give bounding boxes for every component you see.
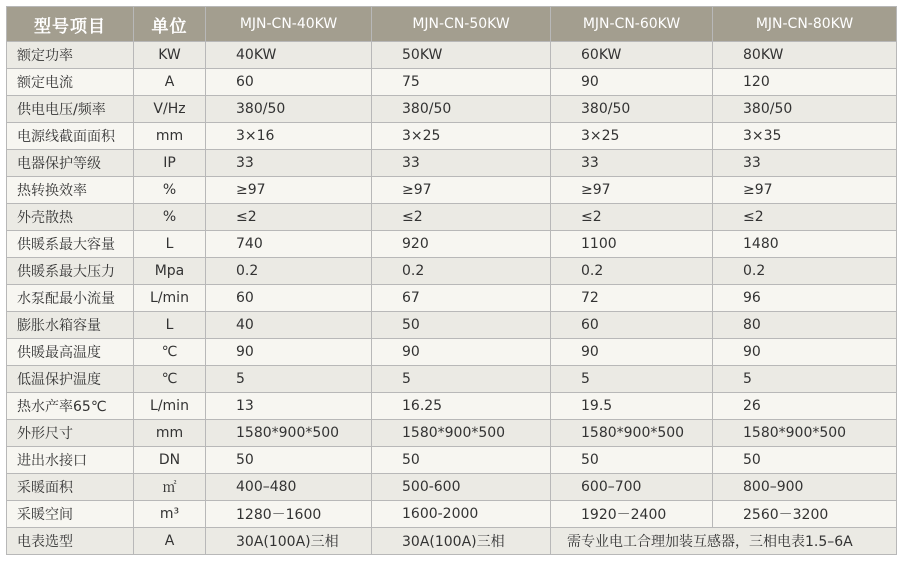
table-row bbox=[7, 420, 897, 447]
row-unit: Mpa bbox=[134, 258, 206, 285]
header-model-40kw: MJN-CN-40KW bbox=[206, 7, 372, 42]
row-value: 380/50 bbox=[206, 96, 372, 123]
row-value: 40 bbox=[206, 312, 372, 339]
header-model-50kw: MJN-CN-50KW bbox=[372, 7, 551, 42]
row-name: 水泵配最小流量 bbox=[7, 285, 134, 312]
row-unit: ㎡ bbox=[134, 474, 206, 501]
row-value: 72 bbox=[551, 285, 713, 312]
row-value: 5 bbox=[551, 366, 713, 393]
row-unit: A bbox=[134, 528, 206, 555]
row-value: 380/50 bbox=[551, 96, 713, 123]
row-name: 电器保护等级 bbox=[7, 150, 134, 177]
row-value: 1580*900*500 bbox=[206, 420, 372, 447]
row-value: 50 bbox=[551, 447, 713, 474]
row-value: 740 bbox=[206, 231, 372, 258]
row-value: 1920－2400 bbox=[551, 501, 713, 528]
row-value: 13 bbox=[206, 393, 372, 420]
header-item: 型号项目 bbox=[7, 7, 134, 42]
row-value: 40KW bbox=[206, 42, 372, 69]
row-value: 1580*900*500 bbox=[372, 420, 551, 447]
table-row bbox=[7, 231, 897, 258]
row-unit: ℃ bbox=[134, 366, 206, 393]
table-row bbox=[7, 528, 897, 555]
row-value: 1580*900*500 bbox=[551, 420, 713, 447]
row-unit: KW bbox=[134, 42, 206, 69]
table-row bbox=[7, 447, 897, 474]
row-value: 0.2 bbox=[713, 258, 897, 285]
row-value: 80KW bbox=[713, 42, 897, 69]
table-row bbox=[7, 42, 897, 69]
row-unit: % bbox=[134, 177, 206, 204]
row-name: 额定电流 bbox=[7, 69, 134, 96]
table-row bbox=[7, 339, 897, 366]
header-unit: 单位 bbox=[134, 7, 206, 42]
table-row bbox=[7, 123, 897, 150]
row-value: 1580*900*500 bbox=[713, 420, 897, 447]
spec-table bbox=[6, 6, 897, 555]
row-value: 60KW bbox=[551, 42, 713, 69]
row-value: 3×16 bbox=[206, 123, 372, 150]
row-value: 50 bbox=[206, 447, 372, 474]
table-row bbox=[7, 258, 897, 285]
header-row bbox=[7, 7, 897, 42]
row-value: ≥97 bbox=[713, 177, 897, 204]
row-value: 60 bbox=[206, 285, 372, 312]
row-unit: mm bbox=[134, 420, 206, 447]
row-value: 19.5 bbox=[551, 393, 713, 420]
row-value: ≤2 bbox=[206, 204, 372, 231]
row-value: 30A(100A)三相 bbox=[372, 528, 551, 555]
row-value: ≥97 bbox=[206, 177, 372, 204]
row-value: 50 bbox=[713, 447, 897, 474]
row-value: 50 bbox=[372, 312, 551, 339]
row-value: 33 bbox=[551, 150, 713, 177]
row-value: 90 bbox=[551, 339, 713, 366]
row-name: 外形尺寸 bbox=[7, 420, 134, 447]
row-value: 80 bbox=[713, 312, 897, 339]
row-unit: mm bbox=[134, 123, 206, 150]
row-value: ≥97 bbox=[372, 177, 551, 204]
row-name: 电源线截面面积 bbox=[7, 123, 134, 150]
row-value: 67 bbox=[372, 285, 551, 312]
table-row bbox=[7, 96, 897, 123]
table-row bbox=[7, 150, 897, 177]
table-row bbox=[7, 474, 897, 501]
row-value: 1100 bbox=[551, 231, 713, 258]
row-unit: L/min bbox=[134, 285, 206, 312]
row-unit: L bbox=[134, 231, 206, 258]
row-name: 进出水接口 bbox=[7, 447, 134, 474]
row-value: 90 bbox=[551, 69, 713, 96]
table-row bbox=[7, 69, 897, 96]
row-name: 供暖系最大压力 bbox=[7, 258, 134, 285]
row-value: 26 bbox=[713, 393, 897, 420]
row-name: 外壳散热 bbox=[7, 204, 134, 231]
row-name: 低温保护温度 bbox=[7, 366, 134, 393]
row-unit: DN bbox=[134, 447, 206, 474]
row-value: 500-600 bbox=[372, 474, 551, 501]
row-value: ≤2 bbox=[551, 204, 713, 231]
row-value: 90 bbox=[206, 339, 372, 366]
row-value: 600–700 bbox=[551, 474, 713, 501]
row-value: 2560－3200 bbox=[713, 501, 897, 528]
row-value: 90 bbox=[372, 339, 551, 366]
row-value: 800–900 bbox=[713, 474, 897, 501]
row-value: 120 bbox=[713, 69, 897, 96]
row-value: 33 bbox=[206, 150, 372, 177]
row-value: 0.2 bbox=[551, 258, 713, 285]
row-value: 1480 bbox=[713, 231, 897, 258]
row-name: 电表选型 bbox=[7, 528, 134, 555]
row-value: 60 bbox=[551, 312, 713, 339]
row-value: 1600-2000 bbox=[372, 501, 551, 528]
row-value: 3×35 bbox=[713, 123, 897, 150]
row-value: ≤2 bbox=[713, 204, 897, 231]
row-name: 额定功率 bbox=[7, 42, 134, 69]
row-unit: L/min bbox=[134, 393, 206, 420]
row-value: 380/50 bbox=[372, 96, 551, 123]
row-unit: A bbox=[134, 69, 206, 96]
row-unit: ℃ bbox=[134, 339, 206, 366]
row-value: 0.2 bbox=[372, 258, 551, 285]
row-value: 33 bbox=[372, 150, 551, 177]
row-value: ≤2 bbox=[372, 204, 551, 231]
row-value: 3×25 bbox=[551, 123, 713, 150]
row-value: 5 bbox=[713, 366, 897, 393]
row-name: 热转换效率 bbox=[7, 177, 134, 204]
row-value: 96 bbox=[713, 285, 897, 312]
row-value: 75 bbox=[372, 69, 551, 96]
row-value: 33 bbox=[713, 150, 897, 177]
header-model-80kw: MJN-CN-80KW bbox=[713, 7, 897, 42]
row-value: 380/50 bbox=[713, 96, 897, 123]
row-note: 需专业电工合理加装互感器，三相电表1.5–6A bbox=[551, 528, 897, 555]
row-value: 50KW bbox=[372, 42, 551, 69]
row-name: 供暖最高温度 bbox=[7, 339, 134, 366]
row-value: ≥97 bbox=[551, 177, 713, 204]
row-value: 400–480 bbox=[206, 474, 372, 501]
row-unit: m³ bbox=[134, 501, 206, 528]
row-value: 1280－1600 bbox=[206, 501, 372, 528]
table-row bbox=[7, 177, 897, 204]
row-name: 膨胀水箱容量 bbox=[7, 312, 134, 339]
table-row bbox=[7, 312, 897, 339]
row-name: 热水产率65℃ bbox=[7, 393, 134, 420]
row-value: 3×25 bbox=[372, 123, 551, 150]
row-value: 0.2 bbox=[206, 258, 372, 285]
row-name: 供暖系最大容量 bbox=[7, 231, 134, 258]
row-value: 60 bbox=[206, 69, 372, 96]
table-row bbox=[7, 204, 897, 231]
header-model-60kw: MJN-CN-60KW bbox=[551, 7, 713, 42]
row-value: 5 bbox=[372, 366, 551, 393]
row-unit: % bbox=[134, 204, 206, 231]
row-name: 采暖空间 bbox=[7, 501, 134, 528]
row-name: 采暖面积 bbox=[7, 474, 134, 501]
row-unit: IP bbox=[134, 150, 206, 177]
row-value: 920 bbox=[372, 231, 551, 258]
table-row bbox=[7, 285, 897, 312]
table-row bbox=[7, 501, 897, 528]
row-value: 50 bbox=[372, 447, 551, 474]
row-unit: L bbox=[134, 312, 206, 339]
table-row bbox=[7, 366, 897, 393]
row-value: 30A(100A)三相 bbox=[206, 528, 372, 555]
row-value: 90 bbox=[713, 339, 897, 366]
table-row bbox=[7, 393, 897, 420]
row-name: 供电电压/频率 bbox=[7, 96, 134, 123]
row-unit: V/Hz bbox=[134, 96, 206, 123]
row-value: 16.25 bbox=[372, 393, 551, 420]
row-value: 5 bbox=[206, 366, 372, 393]
